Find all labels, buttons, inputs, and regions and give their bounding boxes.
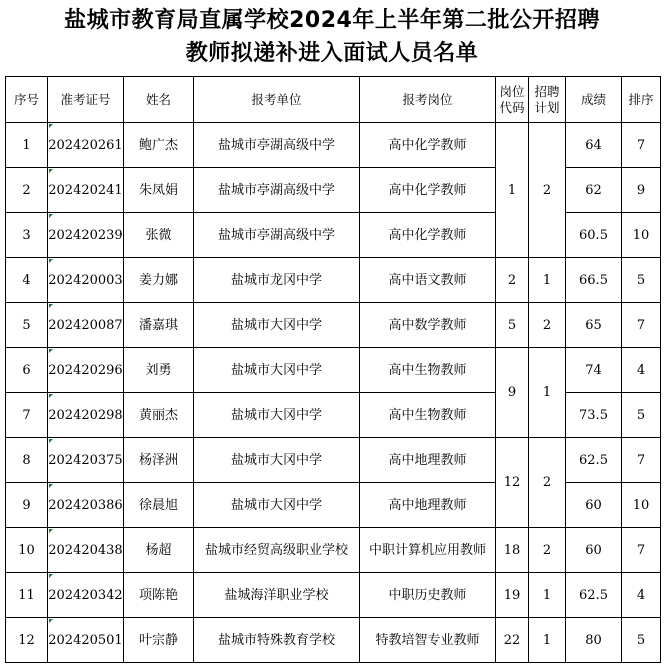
cell-unit: 盐城市大冈中学 (194, 438, 360, 483)
cell-name: 张微 (124, 213, 194, 258)
cell-index: 11 (6, 573, 48, 618)
cell-post: 高中化学教师 (360, 213, 496, 258)
table-row (6, 528, 661, 573)
cell-score: 60 (566, 483, 622, 528)
cell-score: 65 (566, 303, 622, 348)
cell-post: 高中生物教师 (360, 393, 496, 438)
table-row (6, 258, 661, 303)
cell-unit: 盐城市亭湖高级中学 (194, 123, 360, 168)
cell-score: 66.5 (566, 258, 622, 303)
header-unit: 报考单位 (194, 77, 360, 123)
cell-post-code: 9 (496, 348, 529, 438)
cell-name: 杨泽洲 (124, 438, 194, 483)
cell-unit: 盐城市大冈中学 (194, 303, 360, 348)
cell-plan: 1 (529, 573, 566, 618)
cell-post: 高中生物教师 (360, 348, 496, 393)
table-row (6, 123, 661, 168)
cell-post: 高中化学教师 (360, 168, 496, 213)
cell-plan: 2 (529, 438, 566, 528)
cell-name: 潘嘉琪 (124, 303, 194, 348)
cell-plan: 1 (529, 348, 566, 438)
cell-index: 6 (6, 348, 48, 393)
cell-index: 1 (6, 123, 48, 168)
cell-post: 中职历史教师 (360, 573, 496, 618)
cell-post-code: 2 (496, 258, 529, 303)
cell-index: 4 (6, 258, 48, 303)
cell-rank: 9 (622, 168, 661, 213)
header-post: 报考岗位 (360, 77, 496, 123)
cell-exam-no: 202420003 (48, 258, 124, 303)
cell-rank: 5 (622, 393, 661, 438)
table-header-row (6, 77, 661, 123)
cell-exam-no: 202420261 (48, 123, 124, 168)
cell-name: 黄丽杰 (124, 393, 194, 438)
cell-name: 朱凤娟 (124, 168, 194, 213)
cell-exam-no: 202420386 (48, 483, 124, 528)
cell-rank: 5 (622, 618, 661, 663)
cell-unit: 盐城海洋职业学校 (194, 573, 360, 618)
header-index: 序号 (6, 77, 48, 123)
cell-name: 刘勇 (124, 348, 194, 393)
cell-index: 9 (6, 483, 48, 528)
title-line-1: 盐城市教育局直属学校2024年上半年第二批公开招聘 (64, 8, 600, 33)
header-post-code: 岗位代码 (496, 77, 529, 123)
cell-post-code: 19 (496, 573, 529, 618)
cell-post: 高中地理教师 (360, 483, 496, 528)
cell-index: 5 (6, 303, 48, 348)
cell-rank: 10 (622, 213, 661, 258)
cell-post-code: 1 (496, 123, 529, 258)
table-row (6, 348, 661, 393)
header-score: 成绩 (566, 77, 622, 123)
cell-exam-no: 202420501 (48, 618, 124, 663)
cell-exam-no: 202420241 (48, 168, 124, 213)
cell-rank: 7 (622, 438, 661, 483)
cell-score: 80 (566, 618, 622, 663)
cell-name: 徐晨旭 (124, 483, 194, 528)
cell-rank: 5 (622, 258, 661, 303)
cell-plan: 2 (529, 303, 566, 348)
table-row (6, 303, 661, 348)
cell-unit: 盐城市大冈中学 (194, 348, 360, 393)
cell-post: 高中地理教师 (360, 438, 496, 483)
cell-post: 中职计算机应用教师 (360, 528, 496, 573)
cell-name: 项陈艳 (124, 573, 194, 618)
cell-score: 62.5 (566, 438, 622, 483)
table-row (6, 618, 661, 663)
cell-plan: 1 (529, 258, 566, 303)
cell-unit: 盐城市龙冈中学 (194, 258, 360, 303)
header-rank: 排序 (622, 77, 661, 123)
cell-exam-no: 202420296 (48, 348, 124, 393)
cell-unit: 盐城市特殊教育学校 (194, 618, 360, 663)
cell-index: 12 (6, 618, 48, 663)
document-title (0, 4, 664, 70)
cell-post: 特教培智专业教师 (360, 618, 496, 663)
cell-rank: 7 (622, 303, 661, 348)
cell-rank: 10 (622, 483, 661, 528)
cell-post-code: 12 (496, 438, 529, 528)
cell-score: 60 (566, 528, 622, 573)
cell-exam-no: 202420342 (48, 573, 124, 618)
cell-exam-no: 202420239 (48, 213, 124, 258)
cell-score: 74 (566, 348, 622, 393)
cell-plan: 1 (529, 618, 566, 663)
cell-index: 8 (6, 438, 48, 483)
cell-score: 73.5 (566, 393, 622, 438)
cell-name: 杨超 (124, 528, 194, 573)
cell-name: 鲍广杰 (124, 123, 194, 168)
cell-index: 2 (6, 168, 48, 213)
cell-post: 高中语文教师 (360, 258, 496, 303)
cell-unit: 盐城市经贸高级职业学校 (194, 528, 360, 573)
cell-index: 7 (6, 393, 48, 438)
cell-index: 3 (6, 213, 48, 258)
cell-score: 62.5 (566, 573, 622, 618)
cell-name: 姜力娜 (124, 258, 194, 303)
cell-post: 高中化学教师 (360, 123, 496, 168)
cell-score: 60.5 (566, 213, 622, 258)
cell-exam-no: 202420375 (48, 438, 124, 483)
header-exam-no: 准考证号 (48, 77, 124, 123)
cell-rank: 7 (622, 528, 661, 573)
cell-exam-no: 202420298 (48, 393, 124, 438)
table-row (6, 573, 661, 618)
cell-unit: 盐城市大冈中学 (194, 393, 360, 438)
table-row (6, 438, 661, 483)
title-line-2: 教师拟递补进入面试人员名单 (185, 41, 479, 66)
cell-post-code: 5 (496, 303, 529, 348)
cell-post: 高中数学教师 (360, 303, 496, 348)
cell-post-code: 22 (496, 618, 529, 663)
cell-name: 叶宗静 (124, 618, 194, 663)
cell-score: 62 (566, 168, 622, 213)
cell-unit: 盐城市亭湖高级中学 (194, 213, 360, 258)
cell-rank: 7 (622, 123, 661, 168)
cell-rank: 4 (622, 573, 661, 618)
candidate-table (5, 76, 661, 663)
cell-post-code: 18 (496, 528, 529, 573)
cell-score: 64 (566, 123, 622, 168)
cell-plan: 2 (529, 528, 566, 573)
cell-exam-no: 202420438 (48, 528, 124, 573)
cell-plan: 2 (529, 123, 566, 258)
cell-unit: 盐城市大冈中学 (194, 483, 360, 528)
header-name: 姓名 (124, 77, 194, 123)
cell-unit: 盐城市亭湖高级中学 (194, 168, 360, 213)
cell-exam-no: 202420087 (48, 303, 124, 348)
cell-index: 10 (6, 528, 48, 573)
cell-rank: 4 (622, 348, 661, 393)
header-plan: 招聘计划 (529, 77, 566, 123)
